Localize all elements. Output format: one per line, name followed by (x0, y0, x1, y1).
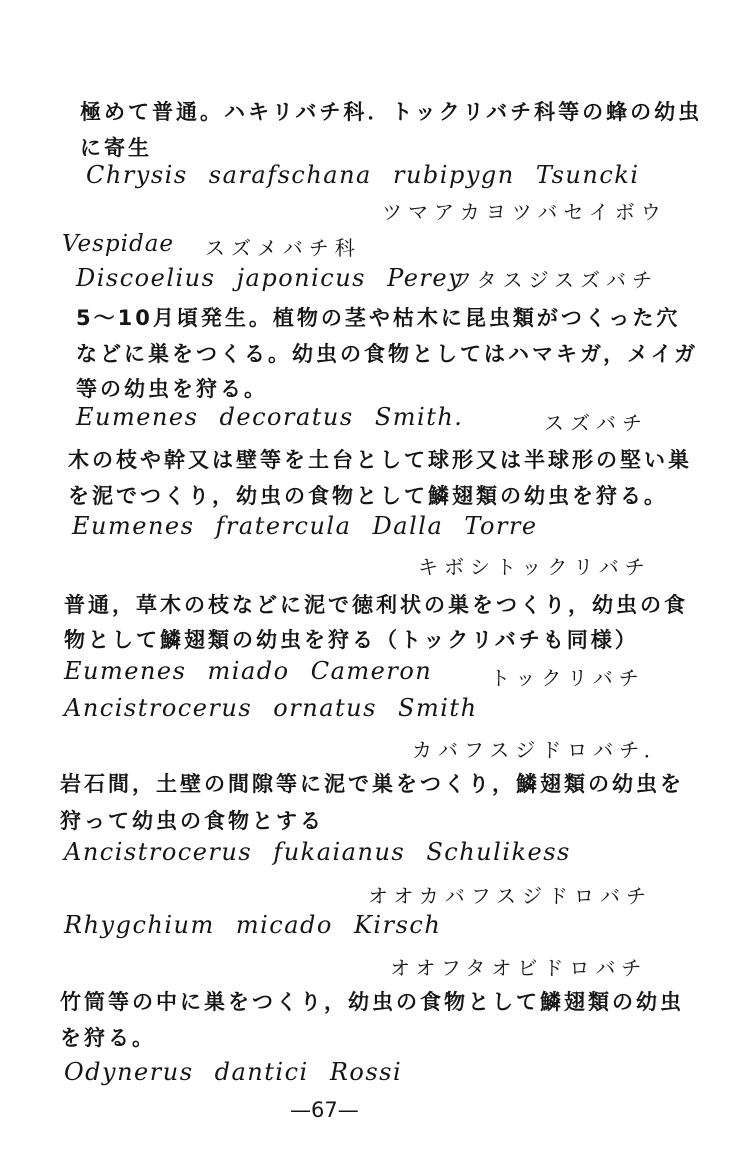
species-japanese-name: オオフタオビドロバチ (390, 956, 648, 980)
text-line: を泥でつくり，幼虫の食物として鱗翅類の幼虫を狩る。 (68, 484, 668, 508)
text-line: 5～10月頃発生。植物の茎や枯木に昆虫類がつくった穴 (76, 306, 681, 330)
text-line: 竹筒等の中に巣をつくり，幼虫の食物として鱗翅類の幼虫 (60, 990, 684, 1014)
text-line: 物として鱗翅類の幼虫を狩る（トックリバチも同様） (64, 628, 639, 652)
text-line: に寄生 (80, 136, 152, 160)
species-name: Ancistrocerus ornatus Smith (64, 694, 478, 722)
text-line: 極めて普通。ハキリバチ科．トックリバチ科等の蜂の幼虫 (80, 100, 703, 124)
text-line: を狩る。 (60, 1026, 156, 1050)
page-number: —67— (290, 1098, 359, 1122)
text-line: などに巣をつくる。幼虫の食物としてはハマキガ，メイガ (76, 342, 699, 366)
family-name: Vespidae (62, 231, 175, 257)
family-japanese-name: スズメバチ科 (205, 236, 361, 260)
species-name: Chrysis sarafschana rubipygn Tsuncki (86, 161, 640, 189)
species-name: Eumenes decoratus Smith. (76, 403, 464, 431)
species-name: Odynerus dantici Rossi (64, 1058, 403, 1086)
species-japanese-name: キボシトックリバチ (418, 555, 651, 579)
species-name: Eumenes fratercula Dalla Torre (72, 512, 538, 540)
text-line: 普通，草木の枝などに泥で徳利状の巣をつくり，幼虫の食 (64, 593, 688, 617)
species-name: Eumenes miado Cameron (64, 657, 433, 685)
text-line: 狩って幼虫の食物とする (60, 809, 324, 833)
species-name: Ancistrocerus fukaianus Schulikess (64, 838, 571, 866)
species-japanese-name: オオカバフスジドロバチ (368, 884, 652, 908)
species-name: Discoelius japonicus Perey (76, 264, 464, 292)
species-name: Rhygchium micado Kirsch (64, 911, 442, 939)
species-japanese-name: ツマアカヨツバセイボウ (382, 200, 667, 224)
text-line: 木の枝や幹又は壁等を土台として球形又は半球形の堅い巣 (68, 448, 692, 472)
species-japanese-name: スズバチ (544, 411, 648, 435)
species-japanese-name: フタスジスズバチ (452, 268, 658, 292)
text-line: 等の幼虫を狩る。 (76, 377, 268, 401)
text-line: 岩石間，土壁の間隙等に泥で巣をつくり，鱗翅類の幼虫を (60, 772, 684, 796)
species-japanese-name: トックリバチ (490, 666, 645, 690)
species-japanese-name: カバフスジドロバチ． (412, 738, 670, 762)
